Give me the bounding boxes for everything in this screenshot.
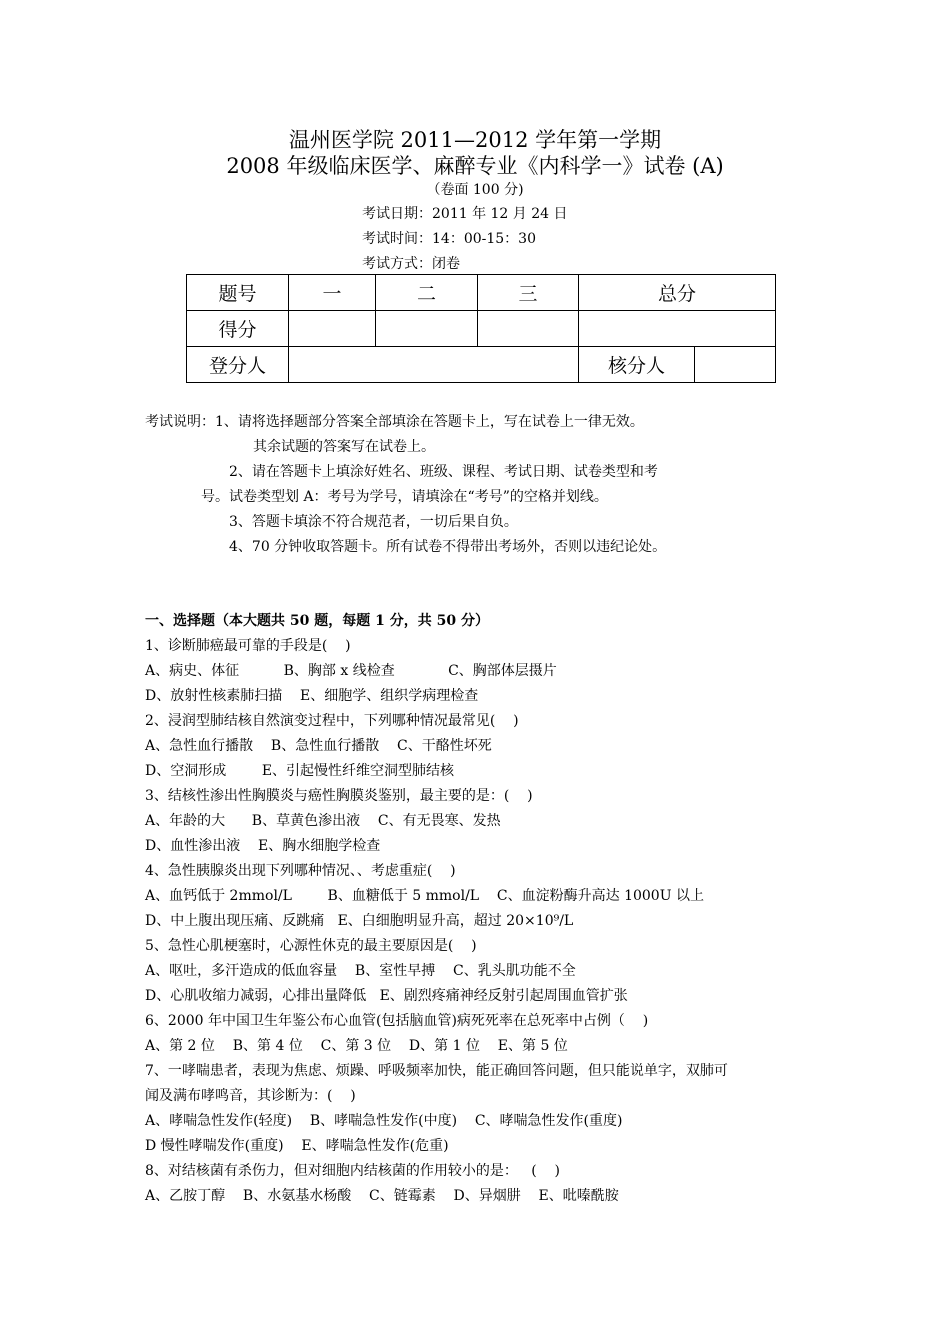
instruction-line: 考试说明：1、请将选择题部分答案全部填涂在答题卡上，写在试卷上一律无效。 xyxy=(145,414,644,430)
question-line: A、血钙低于 2mmol/L B、血糖低于 5 mmol/L C、血淀粉酶升高达 1000U 以上 xyxy=(145,888,704,904)
cell-score-2[interactable] xyxy=(376,311,478,347)
question-line: A、乙胺丁醇 B、水氨基水杨酸 C、链霉素 D、异烟肼 E、吡嗪酰胺 xyxy=(145,1188,619,1204)
cell-recorder-value[interactable] xyxy=(289,347,579,383)
question-line: D 慢性哮喘发作(重度) E、哮喘急性发作(危重) xyxy=(145,1138,449,1154)
cell-score-total[interactable] xyxy=(579,311,776,347)
question-line: D、心肌收缩力减弱，心排出量降低 E、剧烈疼痛神经反射引起周围血管扩张 xyxy=(145,988,628,1004)
question-line: 3、结核性渗出性胸膜炎与癌性胸膜炎鉴别，最主要的是：( ) xyxy=(145,788,533,804)
cell-recorder-label: 登分人 xyxy=(187,347,289,383)
instruction-line: 号。试卷类型划 A：考号为学号，请填涂在“考号”的空格并划线。 xyxy=(201,489,608,505)
cell-section-3: 三 xyxy=(478,275,579,311)
cell-section-2: 二 xyxy=(376,275,478,311)
instruction-line: 2、请在答题卡上填涂好姓名、班级、课程、考试日期、试卷类型和考 xyxy=(229,464,658,480)
question-line: 1、诊断肺癌最可靠的手段是( ) xyxy=(145,638,351,654)
question-line: 2、浸润型肺结核自然演变过程中，下列哪种情况最常见( ) xyxy=(145,713,519,729)
question-line: 闻及满布哮鸣音，其诊断为：( ) xyxy=(145,1088,356,1104)
question-line: A、年龄的大 B、草黄色渗出液 C、有无畏寒、发热 xyxy=(145,813,501,829)
score-table-score-row xyxy=(187,311,776,347)
question-line: A、哮喘急性发作(轻度) B、哮喘急性发作(中度) C、哮喘急性发作(重度) xyxy=(145,1113,623,1129)
question-line: 5、急性心肌梗塞时，心源性休克的最主要原因是( ) xyxy=(145,938,477,954)
cell-checker-label: 核分人 xyxy=(579,347,695,383)
score-table-header-row xyxy=(187,275,776,311)
question-line: D、中上腹出现压痛、反跳痛 E、白细胞明显升高，超过 20×10⁹/L xyxy=(145,913,574,929)
question-line: 7、一哮喘患者，表现为焦虑、烦躁、呼吸频率加快，能正确回答问题，但只能说单字，双肺可 xyxy=(145,1063,728,1079)
exam-title-line1: 温州医学院 2011—2012 学年第一学期 xyxy=(288,128,662,152)
score-table-signer-row xyxy=(187,347,776,383)
section-title: 一、选择题（本大题共 50 题，每题 1 分，共 50 分） xyxy=(145,613,489,629)
exam-title-line2: 2008 年级临床医学、麻醉专业《内科学一》试卷 (A) xyxy=(226,154,724,178)
cell-score-1[interactable] xyxy=(289,311,376,347)
exam-mode: 考试方式：闭卷 xyxy=(362,256,460,272)
cell-question-no: 题号 xyxy=(187,275,289,311)
question-line: 8、对结核菌有杀伤力，但对细胞内结核菌的作用较小的是： ( ) xyxy=(145,1163,560,1179)
exam-time: 考试时间：14：00-15：30 xyxy=(362,231,536,247)
instruction-line: 3、答题卡填涂不符合规范者，一切后果自负。 xyxy=(229,514,518,530)
instruction-line: 其余试题的答案写在试卷上。 xyxy=(253,439,435,455)
cell-score-3[interactable] xyxy=(478,311,579,347)
question-line: A、病史、体征 B、胸部 x 线检查 C、胸部体层摄片 xyxy=(145,663,557,679)
question-line: 6、2000 年中国卫生年鉴公布心血管(包括脑血管)病死死率在总死率中占例（ ) xyxy=(145,1013,649,1029)
cell-score-label: 得分 xyxy=(187,311,289,347)
question-line: A、急性血行播散 B、急性血行播散 C、干酪性坏死 xyxy=(145,738,492,754)
score-table xyxy=(186,274,776,383)
question-line: A、第 2 位 B、第 4 位 C、第 3 位 D、第 1 位 E、第 5 位 xyxy=(145,1038,568,1054)
question-line: D、空洞形成 E、引起慢性纤维空洞型肺结核 xyxy=(145,763,455,779)
question-line: A、呕吐，多汗造成的低血容量 B、室性早搏 C、乳头肌功能不全 xyxy=(145,963,576,979)
exam-date: 考试日期：2011 年 12 月 24 日 xyxy=(362,206,568,222)
cell-section-1: 一 xyxy=(289,275,376,311)
instruction-line: 4、70 分钟收取答题卡。所有试卷不得带出考场外，否则以违纪论处。 xyxy=(229,539,667,555)
cell-total: 总分 xyxy=(579,275,776,311)
score-note: （卷面 100 分) xyxy=(426,182,524,198)
question-line: D、血性渗出液 E、胸水细胞学检查 xyxy=(145,838,381,854)
question-line: D、放射性核素肺扫描 E、细胞学、组织学病理检查 xyxy=(145,688,479,704)
cell-checker-value[interactable] xyxy=(695,347,776,383)
question-line: 4、急性胰腺炎出现下列哪种情况、、考虑重症( ) xyxy=(145,863,456,879)
